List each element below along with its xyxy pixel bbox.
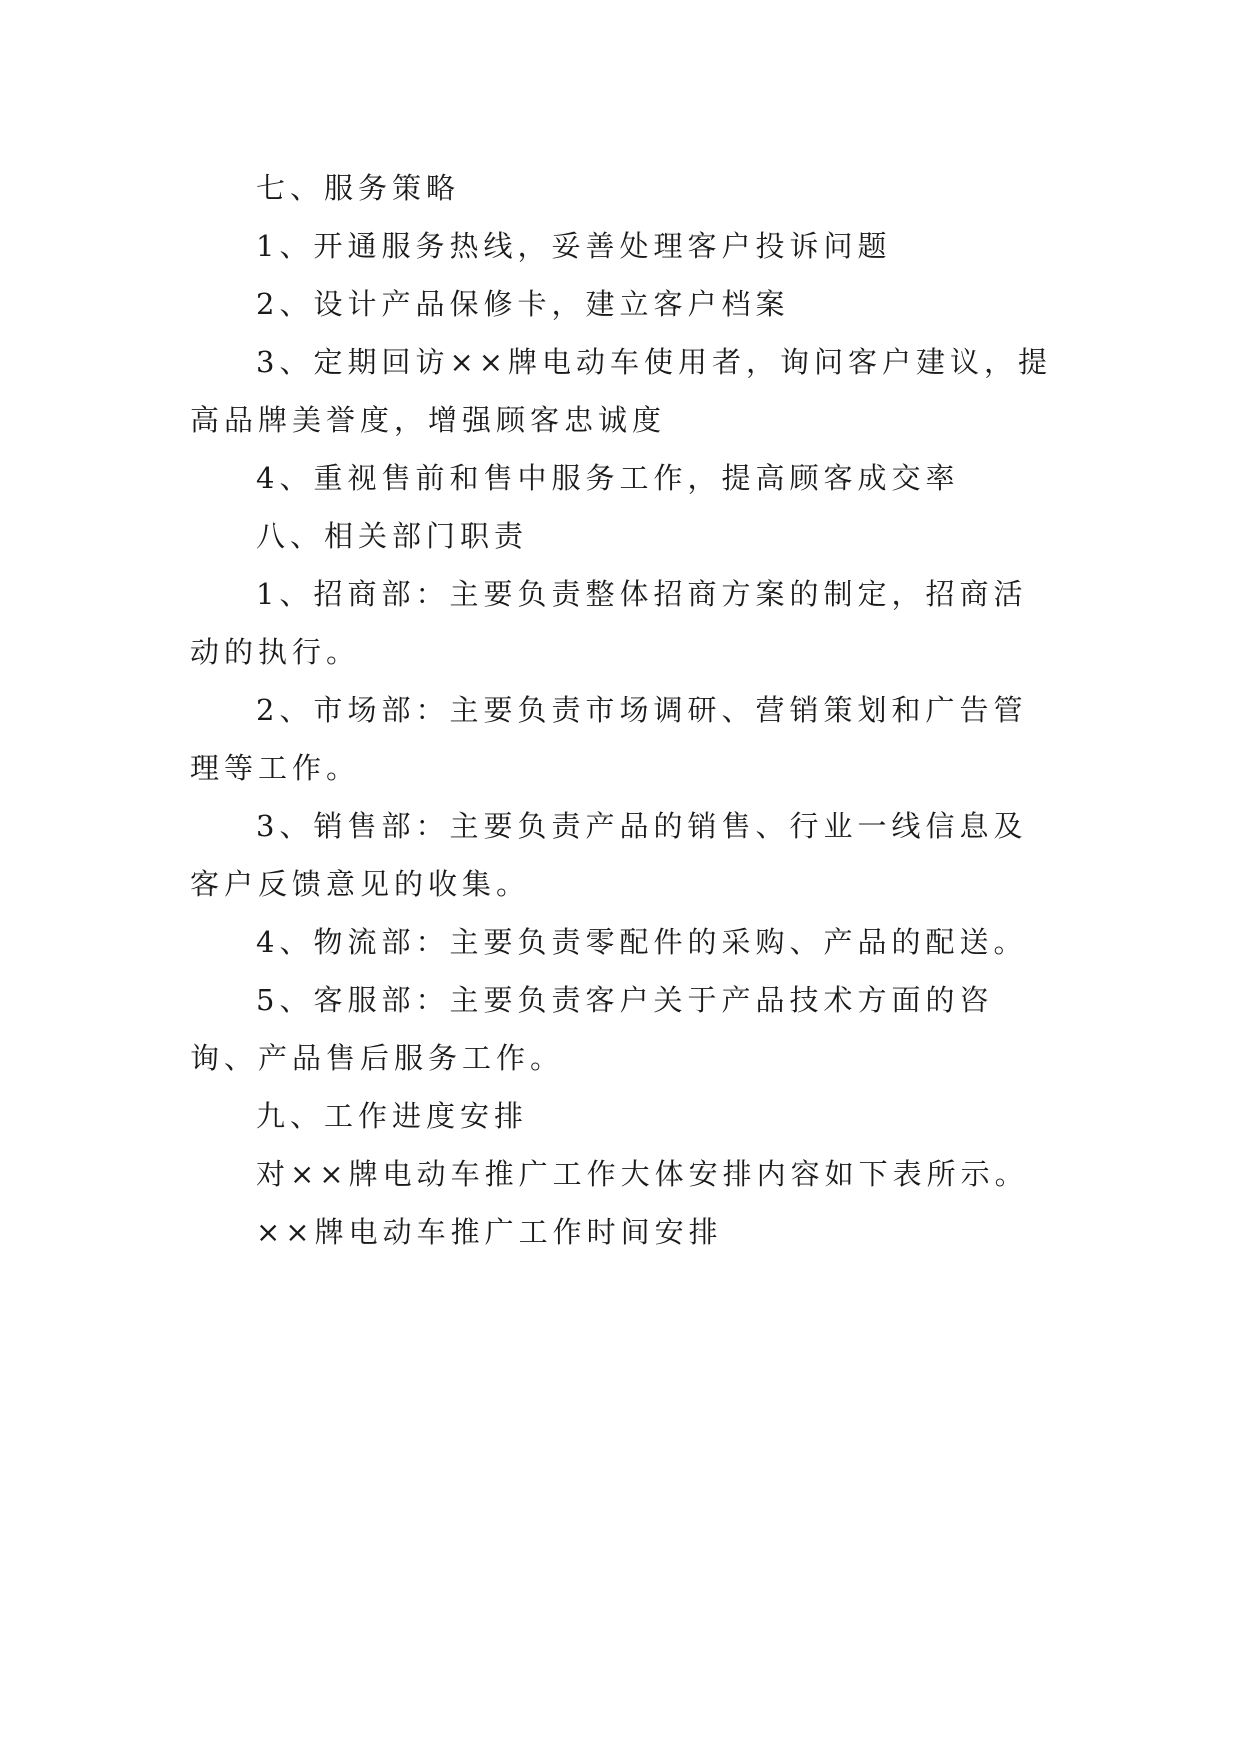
paragraph: 5、客服部：主要负责客户关于产品技术方面的咨询、产品售后服务工作。 (190, 983, 994, 1075)
paragraph: 3、定期回访××牌电动车使用者，询问客户建议，提高品牌美誉度，增强顾客忠诚度 (190, 345, 1053, 437)
table-caption: ××牌电动车推广工作时间安排 (256, 1215, 723, 1249)
paragraph: 1、招商部：主要负责整体招商方案的制定，招商活动的执行。 (190, 577, 1028, 669)
paragraph: 4、物流部：主要负责零配件的采购、产品的配送。 (256, 925, 1028, 959)
section-heading-service-strategy: 七、服务策略 (256, 171, 461, 205)
paragraph: 1、开通服务热线，妥善处理客户投诉问题 (256, 229, 892, 263)
section-heading-schedule: 九、工作进度安排 (256, 1099, 529, 1133)
paragraph: 2、设计产品保修卡，建立客户档案 (256, 287, 790, 321)
paragraph: 4、重视售前和售中服务工作，提高顾客成交率 (256, 461, 960, 495)
paragraph: 对××牌电动车推广工作大体安排内容如下表所示。 (256, 1157, 1029, 1191)
document-body (190, 159, 1060, 1261)
paragraph: 2、市场部：主要负责市场调研、营销策划和广告管理等工作。 (190, 693, 1028, 785)
section-heading-department-duties: 八、相关部门职责 (256, 519, 529, 553)
paragraph: 3、销售部：主要负责产品的销售、行业一线信息及客户反馈意见的收集。 (190, 809, 1028, 901)
